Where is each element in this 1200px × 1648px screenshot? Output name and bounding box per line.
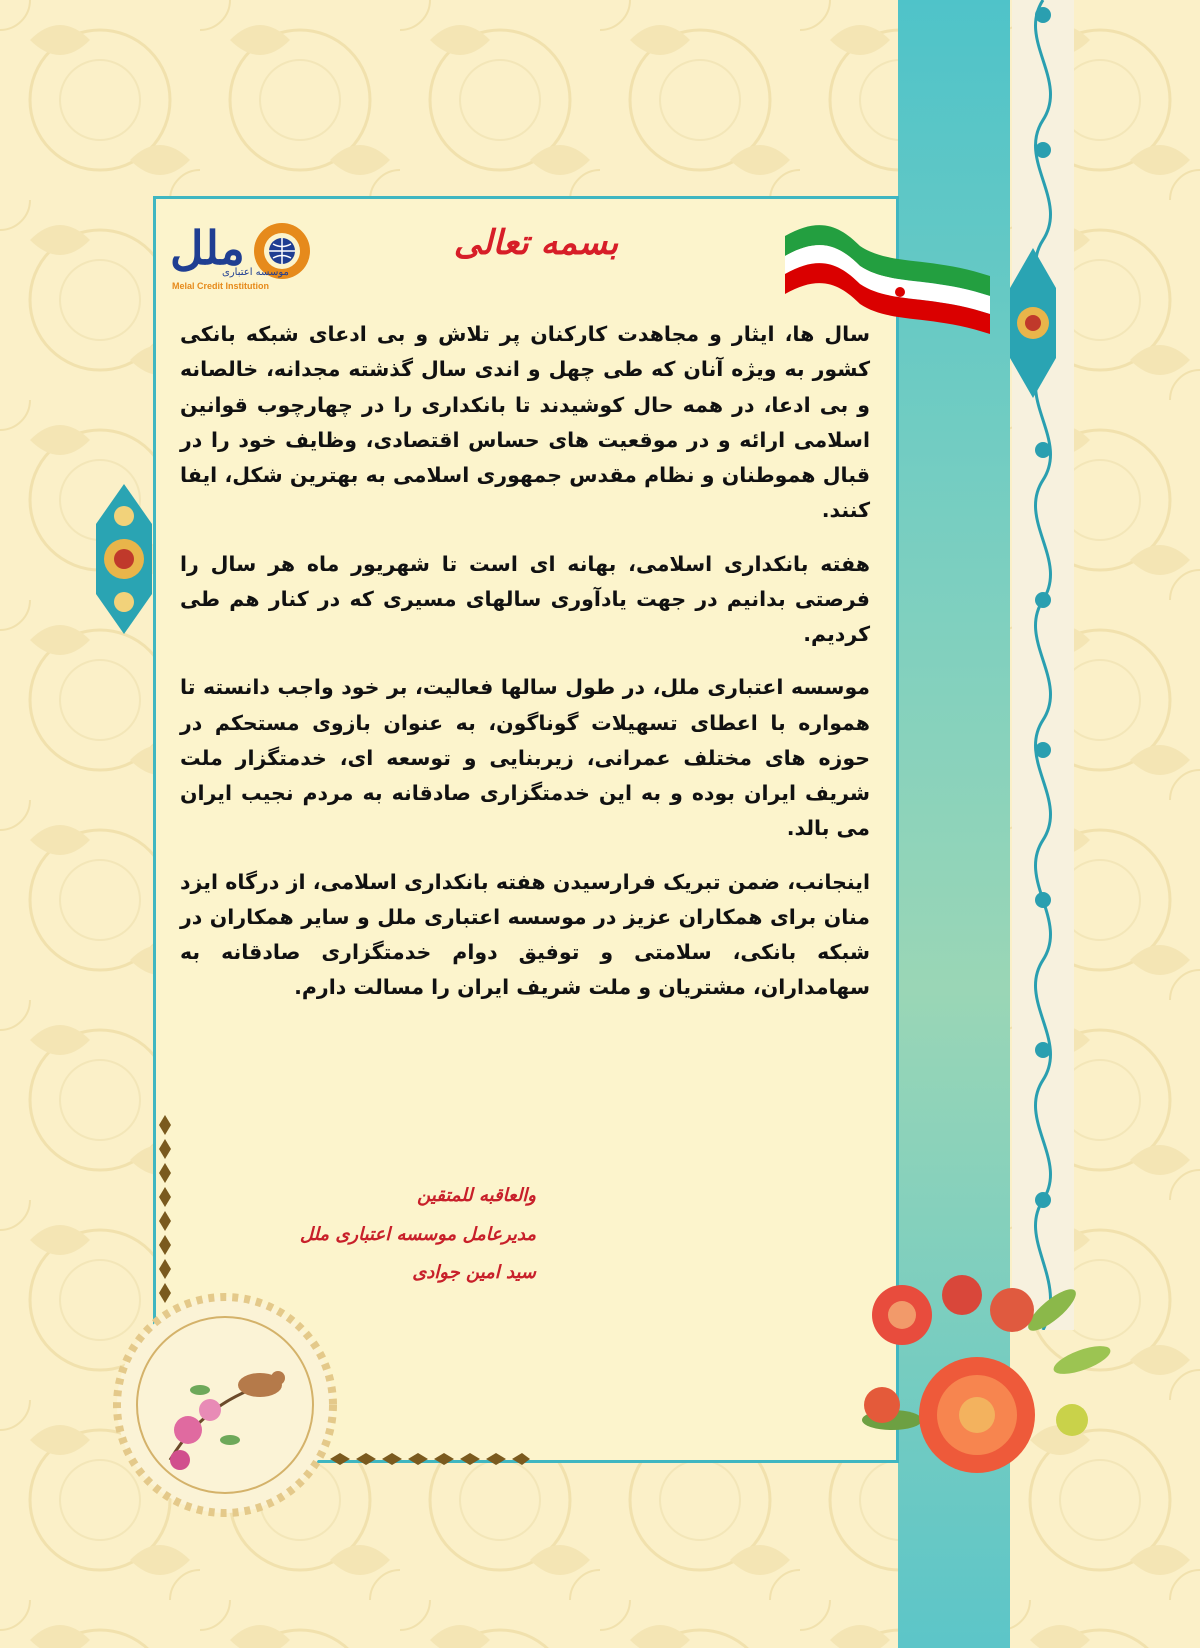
iran-flag-ribbon: [780, 196, 1000, 346]
heading-basmala: بسمه تعالی: [453, 223, 619, 263]
ornamental-border: [1012, 0, 1074, 1330]
signature-title: مدیرعامل موسسه اعتباری ملل: [299, 1223, 536, 1245]
logo-subtitle-en: Melal Credit Institution: [172, 281, 270, 291]
card-side-border: [156, 1115, 174, 1305]
flower-bouquet: [852, 1270, 1122, 1500]
left-ornament: [94, 484, 154, 634]
paragraph-4: اینجانب، ضمن تبریک فرارسیدن هفته بانکداری اسلامی، از درگاه ایزد منان برای همکاران عزیز در موسسه اعتباری ملل و سایر همکاران در شبکه بانکی، سلامتی و توفیق دوام خدمتگزاری صادقانه به سهامداران، مشتریان و ملت شریف ایران را مسالت دارم.: [180, 869, 870, 1000]
paragraph-2: هفته بانکداری اسلامی، بهانه ای است تا شهریور ماه هر سال را فرصتی بدانیم در جهت یادآوری سالهای مسیری که در کنار هم طی کردیم.: [180, 551, 870, 646]
signature-block: [296, 1177, 536, 1293]
letter-body: [180, 317, 870, 1024]
letter-card: [153, 196, 899, 1463]
paragraph-3: موسسه اعتباری ملل، در طول سالها فعالیت، بر خود واجب دانسته تا همواره با اعطای تسهیلات گوناگون، به عنوان بازوی مستحکم در حوزه های مختلف عمرانی، زیربنایی و توسعه ای، خدمتگزار ملت شریف ایران بوده و به این خدمتگزاری صادقانه به مردم نجیب ایران می بالد.: [180, 675, 870, 841]
right-ornament: [1008, 248, 1058, 398]
melal-logo: [162, 213, 332, 303]
card-bottom-border: [330, 1452, 530, 1466]
signature-closing: والعاقبه للمتقین: [417, 1185, 536, 1206]
logo-subtitle-fa: موسسه اعتباری: [222, 267, 289, 278]
signature-name: سید امین جوادی: [412, 1262, 536, 1284]
bird-flower-medallion: [110, 1290, 340, 1520]
paragraph-1: سال ها، ایثار و مجاهدت کارکنان پر تلاش و بی ادعای شبکه بانکی کشور به ویژه آنان که طی چهل و اندی سال گذشته مجدانه، خالصانه و بی ادعا، در همه حال کوشیدند تا بانکداری را در چهارچوب قوانین اسلامی ارائه و در موقعیت های حساس اقتصادی، وظایف خود را در قبال هموطنان و نظام مقدس جمهوری اسلامی به بهترین شکل، ایفا کنند.: [180, 322, 870, 523]
logo-name: ملل: [170, 221, 245, 275]
